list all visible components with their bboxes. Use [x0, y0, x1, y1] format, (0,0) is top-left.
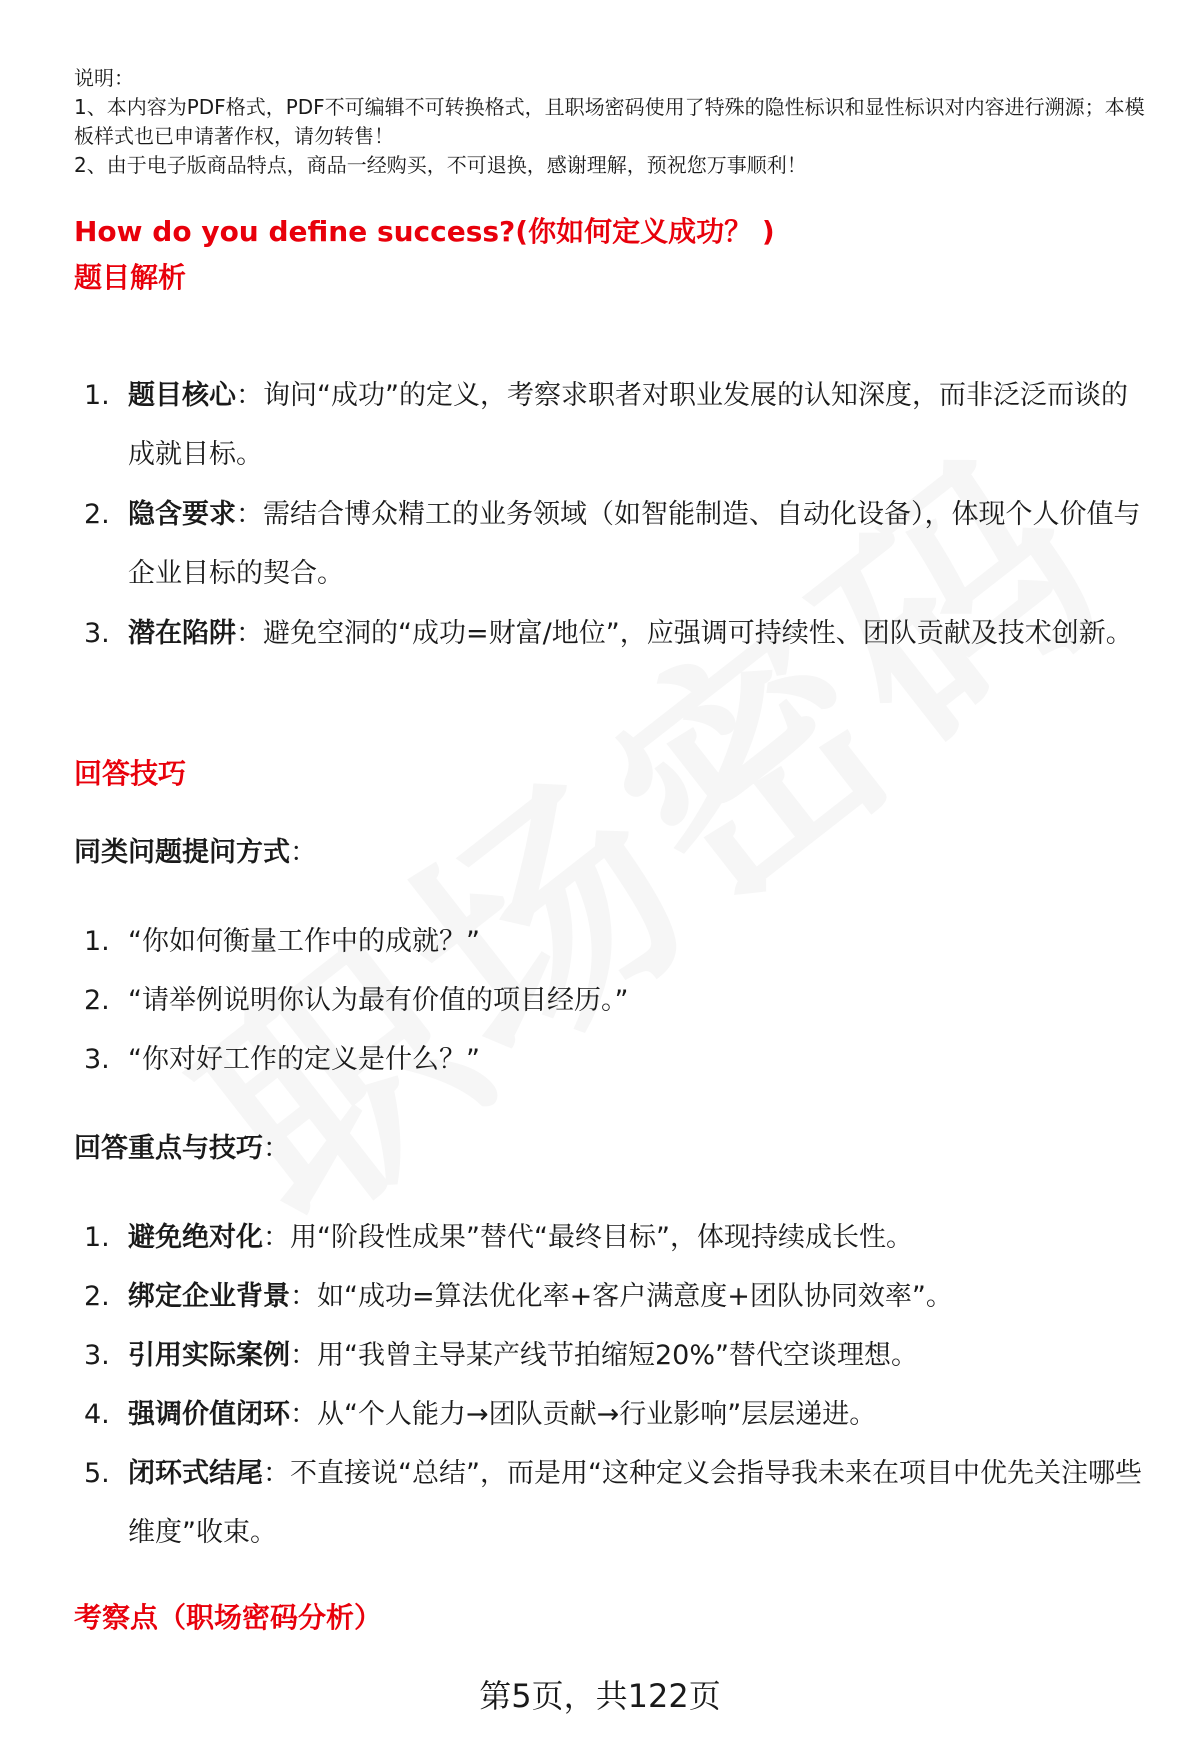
- page-number-footer: 第5页，共122页: [479, 1677, 721, 1715]
- item-text: “你如何衡量工作中的成就？”: [128, 926, 480, 957]
- list-item: [74, 1326, 1154, 1385]
- item-keyword: 闭环式结尾: [128, 1458, 263, 1489]
- item-keyword: 隐含要求: [128, 499, 236, 530]
- item-keyword: 引用实际案例: [128, 1340, 290, 1371]
- similar-questions-heading: [74, 833, 317, 873]
- item-text: ：不直接说“总结”，而是用“这种定义会指导我未来在项目中优先关注哪些维度”收束。: [128, 1458, 1142, 1548]
- list-number: 3.: [84, 1044, 110, 1075]
- focus-heading: [74, 1129, 290, 1169]
- list-number: 4.: [84, 1399, 110, 1430]
- list-item: [74, 971, 1154, 1030]
- item-text: ：用“阶段性成果”替代“最终目标”，体现持续成长性。: [263, 1222, 913, 1253]
- item-text: ：询问“成功”的定义，考察求职者对职业发展的认知深度，而非泛泛而谈的成就目标。: [128, 380, 1128, 470]
- notice-title: 说明：: [74, 66, 134, 90]
- notice-block: [74, 64, 1164, 180]
- item-keyword: 绑定企业背景: [128, 1281, 290, 1312]
- item-text: “请举例说明你认为最有价值的项目经历。”: [128, 985, 629, 1016]
- question-title: How do you define success?(你如何定义成功？ ): [74, 215, 775, 248]
- list-item: [74, 1030, 1154, 1089]
- list-number: 2.: [84, 1281, 110, 1312]
- list-number: 1.: [84, 380, 110, 411]
- list-number: 2.: [84, 985, 110, 1016]
- list-number: 3.: [84, 618, 110, 649]
- list-number: 1.: [84, 1222, 110, 1253]
- item-text: ：用“我曾主导某产线节拍缩短20%”替代空谈理想。: [290, 1340, 918, 1371]
- item-keyword: 潜在陷阱: [128, 618, 236, 649]
- analysis-list: [74, 366, 1154, 664]
- analysis-heading: 题目解析: [74, 261, 187, 294]
- focus-heading-text: 回答重点与技巧: [74, 1133, 263, 1164]
- item-text: ：需结合博众精工的业务领域（如智能制造、自动化设备），体现个人价值与企业目标的契合。: [128, 499, 1141, 589]
- item-keyword: 题目核心: [128, 380, 236, 411]
- list-number: 2.: [84, 499, 110, 530]
- list-number: 5.: [84, 1458, 110, 1489]
- list-item: [74, 912, 1154, 971]
- list-item: [74, 1444, 1154, 1562]
- skills-heading: 回答技巧: [74, 757, 187, 790]
- list-item: [74, 1267, 1154, 1326]
- notice-line-1: 1、本内容为PDF格式，PDF不可编辑不可转换格式，且职场密码使用了特殊的隐性标识和显性标识对内容进行溯源；本模板样式也已申请著作权，请勿转售！: [74, 95, 1145, 148]
- similar-heading-text: 同类问题提问方式: [74, 837, 290, 868]
- list-item: [74, 366, 1154, 484]
- list-item: [74, 1385, 1154, 1444]
- exam-points-heading: 考察点（职场密码分析）: [74, 1601, 383, 1634]
- item-text: “你对好工作的定义是什么？”: [128, 1044, 480, 1075]
- focus-list: [74, 1208, 1154, 1562]
- item-keyword: 避免绝对化: [128, 1222, 263, 1253]
- list-number: 3.: [84, 1340, 110, 1371]
- item-text: ：从“个人能力→团队贡献→行业影响”层层递进。: [290, 1399, 877, 1430]
- item-text: ：如“成功=算法优化率+客户满意度+团队协同效率”。: [290, 1281, 953, 1312]
- list-number: 1.: [84, 926, 110, 957]
- item-text: ：避免空洞的“成功=财富/地位”，应强调可持续性、团队贡献及技术创新。: [236, 618, 1133, 649]
- list-item: [74, 604, 1154, 663]
- focus-heading-suffix: ：: [263, 1133, 290, 1164]
- item-keyword: 强调价值闭环: [128, 1399, 290, 1430]
- similar-heading-suffix: ：: [290, 837, 317, 868]
- list-item: [74, 485, 1154, 603]
- notice-line-2: 2、由于电子版商品特点，商品一经购买，不可退换，感谢理解，预祝您万事顺利！: [74, 153, 807, 177]
- list-item: [74, 1208, 1154, 1267]
- similar-questions-list: [74, 912, 1154, 1089]
